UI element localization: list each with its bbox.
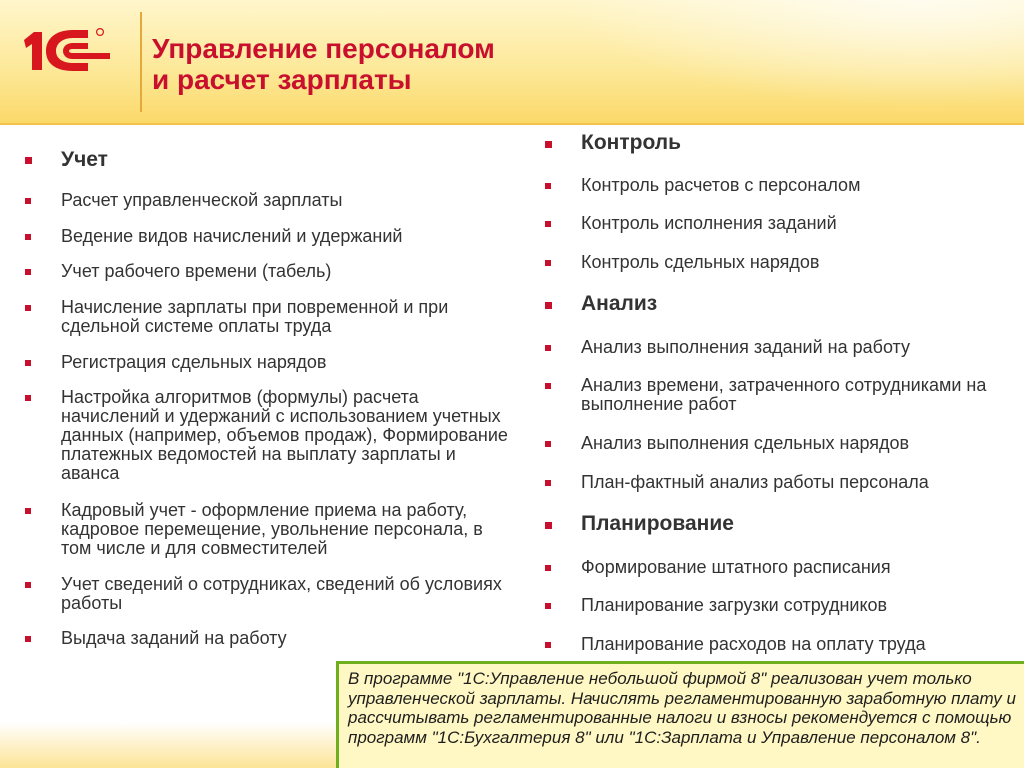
1c-logo [18,24,118,76]
bullet-icon [545,441,551,447]
bullet-icon [25,360,31,366]
list-item: Учет сведений о сотрудниках, сведений об условиях работы [61,574,502,613]
note-box: В программе "1С:Управление небольшой фирмой 8" реализован учет только управленческой зарплаты. Начислять регламентированную заработную плату и рассчитывать регламентированные налоги и взносы рекомендуется с помощью программ "1С:Бухгалтерия 8" или "1С:Зарплата и Управление персоналом 8". [336,661,1024,768]
section-heading-planning: Планирование [581,512,734,535]
section-heading-analysis: Анализ [581,292,658,315]
header-divider [140,12,142,112]
list-item: Анализ выполнения заданий на работу [581,337,911,357]
slide-header [0,0,1024,125]
list-item: Расчет управленческой зарплаты [61,190,343,210]
title-line-2: и расчет зарплаты [152,64,412,95]
bullet-icon [545,565,551,571]
footer-glow [0,722,340,768]
section-heading-control: Контроль [581,131,681,154]
bullet-icon [545,603,551,609]
bullet-icon [25,636,31,642]
title-line-1: Управление персоналом [152,33,495,64]
bullet-icon [545,260,551,266]
bullet-icon [25,198,31,204]
list-item: Кадровый учет - оформление приема на работу, кадровое перемещение, увольнение персонала, в том числе и для совместителей [61,500,483,558]
bullet-icon [25,305,31,311]
header-shine [504,0,1024,125]
list-item: Контроль расчетов с персоналом [581,175,861,195]
list-item: Настройка алгоритмов (формулы) расчета начислений и удержаний с использованием учетных данных (например, объемов продаж), Формирование платежных ведомостей на выплату зарплаты и аванса [61,387,508,483]
list-item: Планирование загрузки сотрудников [581,595,888,615]
bullet-icon [545,642,551,648]
bullet-icon [545,221,551,227]
bullet-icon [545,383,551,389]
bullet-icon [545,183,551,189]
list-item: План-фактный анализ работы персонала [581,472,929,492]
bullet-icon [25,582,31,588]
list-item: Контроль сдельных нарядов [581,252,820,272]
list-item: Начисление зарплаты при повременной и при сдельной системе оплаты труда [61,297,449,336]
list-item: Выдача заданий на работу [61,628,287,648]
bullet-icon [545,302,552,309]
list-item: Планирование расходов на оплату труда [581,634,926,654]
bullet-icon [25,234,31,240]
bullet-icon [25,395,31,401]
list-item: Регистрация сдельных нарядов [61,352,327,372]
bullet-icon [545,141,552,148]
logo-text: 1С [18,24,20,25]
list-item: Формирование штатного расписания [581,557,891,577]
bullet-icon [25,157,32,164]
bullet-icon [25,269,31,275]
bullet-icon [545,345,551,351]
bullet-icon [545,522,552,529]
bullet-icon [545,480,551,486]
list-item: Контроль исполнения заданий [581,213,837,233]
bullet-icon [25,508,31,514]
slide-title [152,33,495,95]
list-item: Ведение видов начислений и удержаний [61,226,403,246]
section-heading-uchet: Учет [61,148,108,171]
list-item: Анализ времени, затраченного сотрудниками на выполнение работ [581,375,987,414]
list-item: Учет рабочего времени (табель) [61,261,332,281]
list-item: Анализ выполнения сдельных нарядов [581,433,910,453]
